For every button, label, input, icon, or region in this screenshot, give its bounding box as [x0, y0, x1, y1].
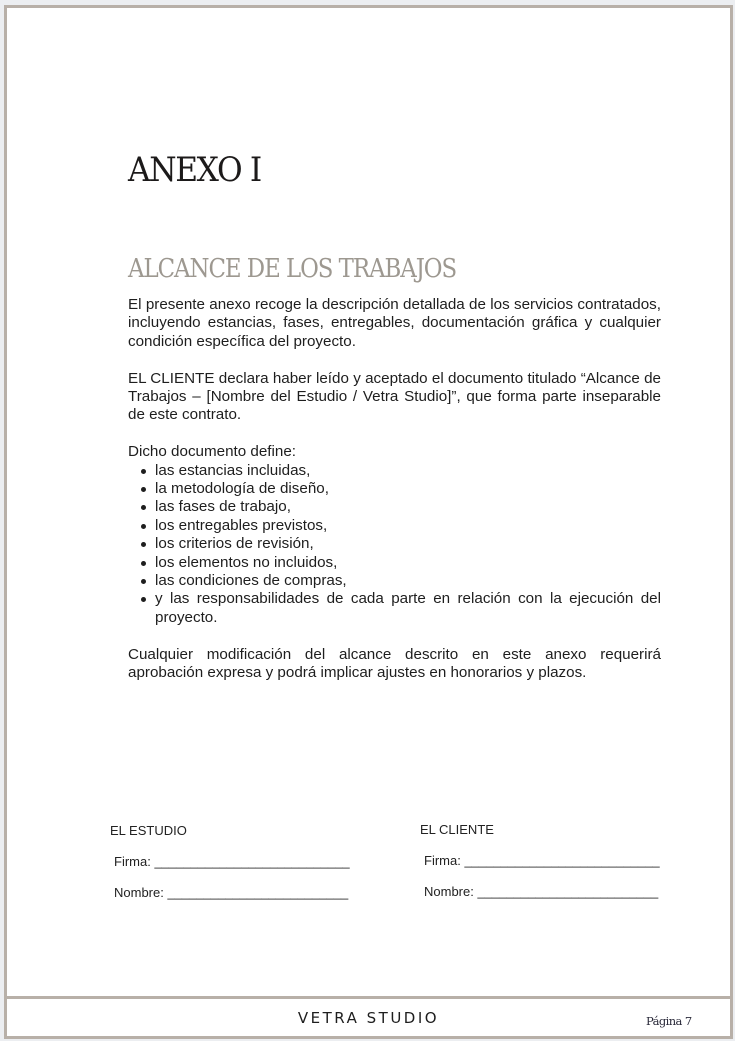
signature-firma-client: Firma: ___________________________: [424, 853, 660, 868]
page-number: Página 7: [646, 1014, 692, 1028]
signature-nombre-studio: Nombre: _________________________: [114, 885, 349, 900]
list-item: la metodología de diseño,: [155, 480, 661, 498]
scope-list: [128, 462, 661, 628]
page-title: ANEXO I: [128, 150, 261, 190]
footer-brand: VETRA STUDIO: [297, 1009, 440, 1027]
list-item: los criterios de revisión,: [155, 535, 661, 553]
footer-divider: [7, 996, 730, 999]
document-page: [4, 5, 733, 1039]
paragraph-closing: Cualquier modificación del alcance descrito en este anexo requerirá aprobación expresa y podrá implicar ajustes en honorarios y plazos.: [128, 645, 661, 682]
list-item: los elementos no incluidos,: [155, 554, 661, 572]
list-item: y las responsabilidades de cada parte en relación con la ejecución del proyecto.: [155, 590, 661, 626]
document-body: [128, 296, 661, 701]
paragraph-intro: El presente anexo recoge la descripción detallada de los servicios contratados, incluyendo estancias, fases, entregables, documentación gráfica y cualquier condición específica del proyecto.: [128, 296, 661, 350]
section-heading: ALCANCE DE LOS TRABAJOS: [128, 254, 457, 284]
signature-firma-studio: Firma: ___________________________: [114, 854, 350, 869]
list-item: las fases de trabajo,: [155, 498, 661, 516]
list-item: los entregables previstos,: [155, 517, 661, 535]
signature-heading-client: EL CLIENTE: [420, 822, 494, 837]
paragraph-client-declaration: EL CLIENTE declara haber leído y aceptado el documento titulado “Alcance de Trabajos – [Nombre del Estudio / Vetra Studio]”, que forma parte inseparable de este contrato.: [128, 369, 661, 424]
signature-nombre-client: Nombre: _________________________: [424, 884, 659, 899]
list-intro: Dicho documento define:: [128, 443, 297, 461]
list-item: las condiciones de compras,: [155, 572, 661, 590]
signature-heading-studio: EL ESTUDIO: [110, 823, 187, 838]
list-item: las estancias incluidas,: [155, 462, 661, 480]
